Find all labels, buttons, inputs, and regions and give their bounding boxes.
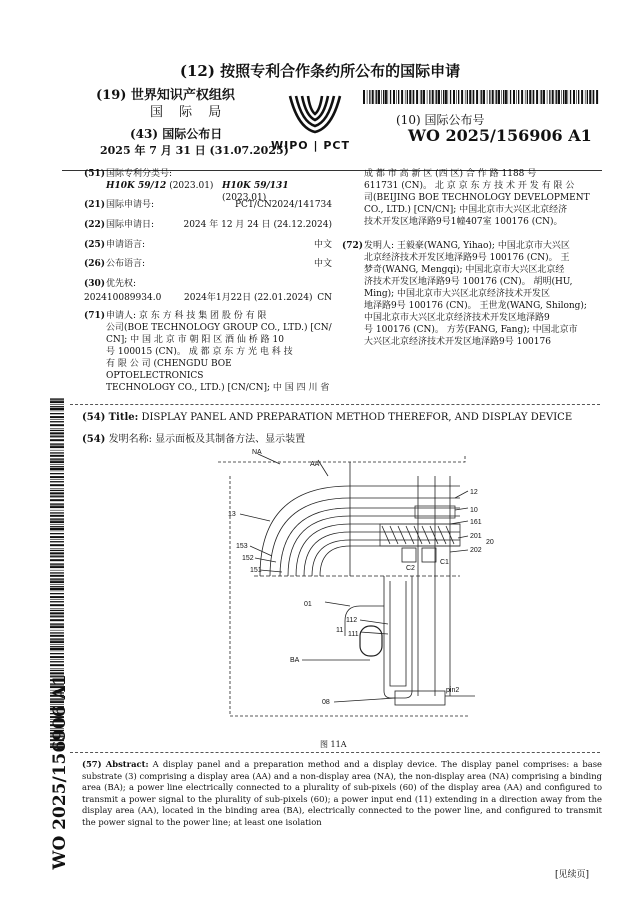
patent-figure <box>210 446 500 731</box>
continued-marker: [见续页] <box>555 870 590 880</box>
wipo-pct-text: WIPO | PCT <box>271 139 350 152</box>
field-22-value: 2024 年 12 月 24 日 (24.12.2024) <box>183 220 332 230</box>
field-22-label: 国际申请日: <box>106 220 155 230</box>
field-51-class1: H10K 59/12 (2023.01) <box>106 181 214 191</box>
field-72 <box>342 240 602 348</box>
figure-caption: 图 11A <box>320 740 347 749</box>
pub-date-value: 2025 年 7 月 31 日 (31.07.2025) <box>100 144 289 157</box>
applicant-continued <box>364 168 602 228</box>
inventor-line: 地泽路9号 100176 (CN)。 王世龙(WANG, Shilong); <box>364 301 587 311</box>
field-21-number: (21) <box>84 200 106 210</box>
figure-label: 153 <box>236 543 248 550</box>
figure-label: 112 <box>346 617 358 624</box>
applicant-line: 有 限 公 司 (CHENGDU BOE OPTOELECTRONICS <box>106 359 232 381</box>
inventor-line: 号 100176 (CN)。 方芳(FANG, Fang); 中国北京市 <box>364 325 578 335</box>
applicant-line: TECHNOLOGY CO., LTD.) [CN/CN]; 中 国 四 川 省 <box>106 383 330 393</box>
field-25-value: 中文 <box>313 240 332 250</box>
barcode-icon <box>363 90 599 104</box>
applicant-cont-line: 技术开发区地泽路9号1幢407室 100176 (CN)。 <box>364 217 563 227</box>
figure-label: 08 <box>322 699 330 706</box>
figure-label: 13 <box>228 511 236 518</box>
title-chinese: (54) 发明名称: 显示面板及其制备方法、显示装置 <box>82 434 306 445</box>
field-21-label: 国际申请号: <box>106 200 155 210</box>
pub-number-label: (10) 国际公布号 <box>396 113 485 127</box>
field-22 <box>84 219 332 231</box>
figure-label: 202 <box>470 547 482 554</box>
title-english: (54) Title: DISPLAY PANEL AND PREPARATION METHOD THEREFOR, AND DISPLAY DEVICE <box>82 412 573 423</box>
field-25-label: 申请语言: <box>106 240 146 250</box>
field-21 <box>84 199 332 211</box>
pub-date-label: (43) 国际公布日 <box>130 127 223 141</box>
applicant-line: CN]; 中 国 北 京 市 朝 阳 区 酒 仙 桥 路 10 <box>106 335 284 345</box>
field-51-number: (51) <box>84 169 106 179</box>
figure-label: BA <box>290 657 300 664</box>
figure-label: 161 <box>470 519 482 526</box>
inventor-line: 发明人: 王毅豪(WANG, Yihao); 中国北京市大兴区 <box>364 241 570 251</box>
figure-label: 111 <box>348 631 359 638</box>
field-71 <box>84 310 332 394</box>
field-51-class2: H10K 59/131 (2023.01) <box>222 181 289 203</box>
figure-label: 201 <box>470 533 482 540</box>
pub-number-value: WO 2025/156906 A1 <box>408 126 592 145</box>
inventor-line: 济技术开发区地泽路9号 100176 (CN)。 胡明(HU, <box>364 277 573 287</box>
org-name: (19) 世界知识产权组织 <box>96 88 235 103</box>
priority-country: CN <box>317 293 332 303</box>
figure-label: 151 <box>250 567 262 574</box>
priority-date: 2024年1月22日 (22.01.2024) <box>184 293 313 303</box>
field-72-number: (72) <box>342 241 364 251</box>
figure-label: 10 <box>470 507 478 514</box>
applicant-cont-line: 成 都 市 高 新 区 (西 区) 合 作 路 1188 号 <box>364 169 537 179</box>
side-pub-number: WO 2025/156906 A1 <box>50 674 70 870</box>
inventor-line: Ming); 中国北京市大兴区北京经济技术开发区 <box>364 289 551 299</box>
figure-label: NA <box>252 449 262 456</box>
field-25-number: (25) <box>84 240 106 250</box>
applicant-cont-line: 611731 (CN)。 北 京 京 东 方 技 术 开 发 有 限 公 <box>364 181 575 191</box>
figure-label: pin2 <box>446 687 460 694</box>
applicant-cont-line: CO., LTD.) [CN/CN]; 中国北京市大兴区北京经济 <box>364 205 568 215</box>
figure-label: 20 <box>486 539 494 546</box>
field-26-value: 中文 <box>313 259 332 269</box>
figure-label: 152 <box>242 555 254 562</box>
wipo-logo-icon <box>286 92 344 138</box>
field-51 <box>84 168 332 203</box>
main-title: (12) 按照专利合作条约所公布的国际申请 <box>179 62 461 80</box>
figure-label: C2 <box>406 565 415 572</box>
inventor-line: 大兴区北京经济技术开发区地泽路9号 100176 <box>364 337 551 347</box>
applicant-cont-line: 司(BEIJING BOE TECHNOLOGY DEVELOPMENT <box>364 193 590 203</box>
field-22-number: (22) <box>84 220 106 230</box>
field-30-number: (30) <box>84 279 106 289</box>
org-subname: 国 际 局 <box>150 105 228 120</box>
section-rule <box>70 404 600 405</box>
section-rule <box>70 752 600 753</box>
inventor-line: 梦奇(WANG, Mengqi); 中国北京市大兴区北京经 <box>364 265 565 275</box>
applicant-line: 申请人: 京 东 方 科 技 集 团 股 份 有 限 <box>106 311 267 321</box>
field-26 <box>84 258 332 270</box>
field-25 <box>84 239 332 251</box>
priority-number: 202410089934.0 <box>84 293 162 303</box>
figure-label: 11 <box>336 627 344 634</box>
figure-label: AA <box>310 461 320 468</box>
applicant-line: 公司(BOE TECHNOLOGY GROUP CO., LTD.) [CN/ <box>106 323 332 333</box>
abstract: (57) Abstract: A display panel and a preparation method and a display device. The display panel comprises: a base substrate (3) comprising a display area (AA) and a non-display area (NA), the non-display area (NA) comprising a binding area (BA); a power line electrically connected to a plurality of sub-pixels (60) of the display area (AA) and configured to transmit a power signal to the plurality of sub-pixels (60); a power input end (11) extending in a direction away from the display area (AA), located in the binding area (BA), electrically connected to the power line, and configured to transmit the power signal to the power line; at least one isolation <box>82 759 602 827</box>
inventor-line: 北京经济技术开发区地泽路9号 100176 (CN)。 王 <box>364 253 570 263</box>
field-21-value: PCT/CN2024/141734 <box>234 200 332 210</box>
figure-label: 01 <box>304 601 312 608</box>
field-71-number: (71) <box>84 311 106 321</box>
figure-label: C1 <box>440 559 449 566</box>
field-30 <box>84 278 332 304</box>
field-26-number: (26) <box>84 259 106 269</box>
field-30-label: 优先权: <box>106 279 137 289</box>
inventor-line: 中国北京市大兴区北京经济技术开发区地泽路9 <box>364 313 550 323</box>
field-51-label: 国际专利分类号: <box>106 169 173 179</box>
field-26-label: 公布语言: <box>106 259 146 269</box>
applicant-line: 号 100015 (CN)。 成 都 京 东 方 光 电 科 技 <box>106 347 293 357</box>
figure-label: 12 <box>470 489 478 496</box>
